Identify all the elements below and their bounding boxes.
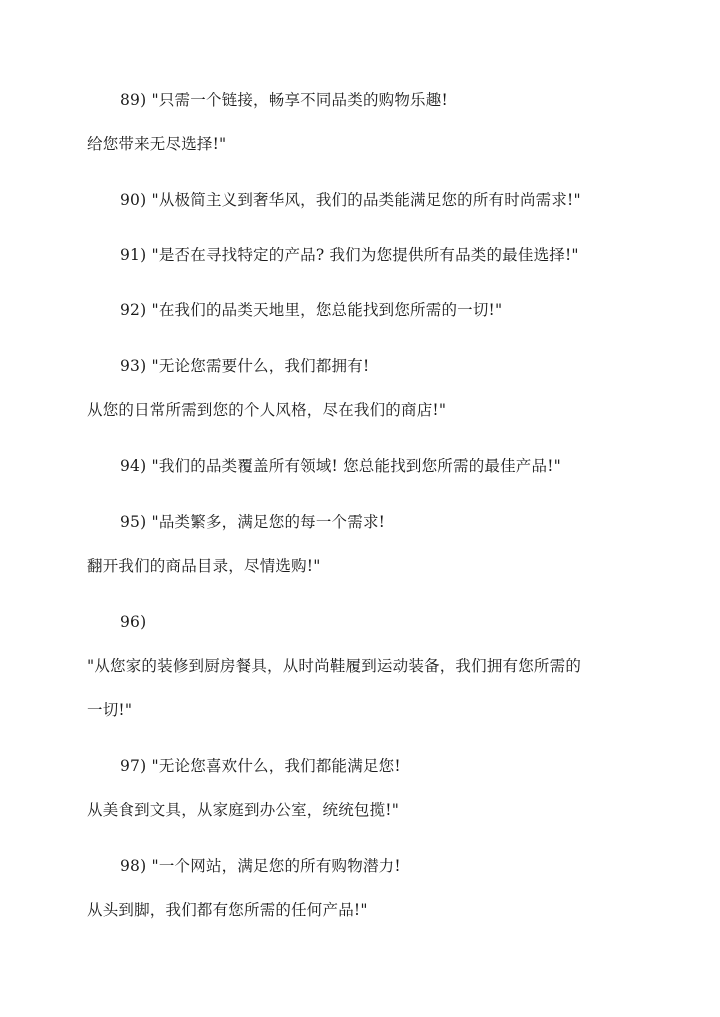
item-text: "只需一个链接，畅享不同品类的购物乐趣! [151, 91, 448, 109]
item-97-continuation: 从美食到文具，从家庭到办公室，统统包揽!" [87, 801, 400, 819]
item-number: 94) [120, 457, 147, 475]
item-number: 89) [120, 91, 147, 109]
item-text: "在我们的品类天地里，您总能找到您所需的一切!" [151, 301, 503, 319]
item-number: 90) [120, 191, 147, 209]
item-98-first-line [120, 856, 401, 876]
item-text: "无论您喜欢什么，我们都能满足您! [151, 757, 401, 775]
item-94-first-line [120, 456, 561, 476]
item-95-first-line [120, 512, 385, 532]
item-96-first-line [120, 612, 146, 632]
item-text: "品类繁多，满足您的每一个需求! [151, 513, 386, 531]
item-text: "是否在寻找特定的产品? 我们为您提供所有品类的最佳选择!" [151, 246, 579, 264]
item-98-continuation: 从头到脚，我们都有您所需的任何产品!" [87, 901, 368, 919]
item-95-continuation: 翻开我们的商品目录，尽情选购!" [87, 557, 321, 575]
item-97-first-line [120, 756, 401, 776]
item-number: 96) [120, 613, 147, 631]
item-number: 95) [120, 513, 147, 531]
item-number: 97) [120, 757, 147, 775]
item-text: "一个网站，满足您的所有购物潜力! [151, 857, 401, 875]
item-text: "无论您需要什么，我们都拥有! [151, 357, 370, 375]
item-96-continuation-1: "从您家的装修到厨房餐具，从时尚鞋履到运动装备，我们拥有您所需的 [87, 657, 582, 675]
item-number: 91) [120, 246, 147, 264]
item-text: "从极简主义到奢华风，我们的品类能满足您的所有时尚需求!" [151, 191, 581, 209]
item-number: 93) [120, 357, 147, 375]
item-number: 98) [120, 857, 147, 875]
item-91-first-line [120, 245, 579, 265]
item-89-continuation: 给您带来无尽选择!" [87, 135, 227, 153]
item-93-first-line [120, 356, 369, 376]
item-90-first-line [120, 190, 581, 210]
item-93-continuation: 从您的日常所需到您的个人风格，尽在我们的商店!" [87, 401, 447, 419]
item-number: 92) [120, 301, 147, 319]
item-92-first-line [120, 300, 502, 320]
item-text: "我们的品类覆盖所有领域! 您总能找到您所需的最佳产品!" [151, 457, 561, 475]
item-96-continuation-2: 一切!" [87, 701, 133, 719]
item-89-first-line [120, 90, 448, 110]
